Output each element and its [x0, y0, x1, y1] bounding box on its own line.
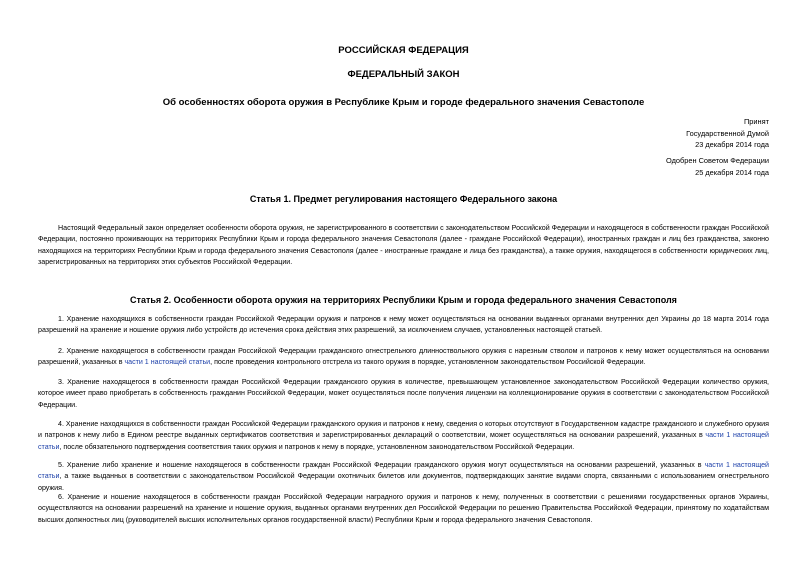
p2-link-part1[interactable]: части 1 настоящей статьи: [124, 358, 211, 367]
law-title: Об особенностях оборота оружия в Республике Крым и городе федерального значения Севастополе: [162, 97, 645, 108]
article2-paragraph-6: 6. Хранение и ношение находящегося в собственности граждан Российской Федерации наградного оружия и патронов к нему, полученных в соответствии с решениями государственных органов Украины, осуществляются на основании разрешений на хранение и ношение оружия, выданных органами внутренних дел Российской Федерации по решению Правительства Российской Федерации, принятому по ходатайствам высших должностных лиц (руководителей высших исполнительных органов государственной власти) Республики Крым и города федерального значения Севастополя.: [38, 493, 769, 524]
p2-text-b: , после проведения контрольного отстрела из такого оружия в порядке, установленном законодательством Российской Федерации.: [210, 358, 646, 367]
p4-link-part1[interactable]: части 1 настоящей статьи: [38, 431, 769, 451]
article1-heading: Статья 1. Предмет регулирования настоящего Федерального закона: [249, 194, 558, 204]
article2-paragraph-2: [38, 346, 769, 369]
p5-text-a: 5. Хранение либо хранение и ношение находящегося в собственности граждан Российской Федерации гражданского оружия могут осуществляться на основании разрешений, указанных в: [58, 461, 705, 469]
country-title: РОССИЙСКАЯ ФЕДЕРАЦИЯ: [338, 45, 469, 56]
p2-text-a: 2. Хранение находящегося в собственности граждан Российской Федерации гражданского огнестрельного длинноствольного оружия с нарезным стволом и патронов к нему может осуществляться на основании разрешений, указанных в: [38, 347, 769, 367]
p4-text-a: 4. Хранение находящихся в собственности граждан Российской Федерации гражданского оружия и патронов к нему, сведения о которых отсутствуют в Государственном кадастре гражданского и служебного оружия и патронов к нему либо в Едином реестре выданных сертификатов соответствия и зарегистрированных деклараций о соответствии, может осуществляться на основании разрешений, указанных в: [38, 420, 769, 440]
article2-paragraph-5: [38, 460, 769, 494]
adoption-by: Государственной Думой: [686, 128, 769, 138]
article2-paragraph-4: [38, 419, 769, 453]
adoption-date: 23 декабря 2014 года: [695, 140, 769, 149]
approval-text: Одобрен Советом Федерации: [666, 156, 769, 165]
p5-link-part1[interactable]: части 1 настоящей статьи: [38, 461, 769, 481]
article1-text: Настоящий Федеральный закон определяет особенности оборота оружия, не зарегистрированного в соответствии с законодательством Российской Федерации и находящегося в собственности граждан Российской Федерации, постоянно проживающих на территориях Республики Крым и города федерального значения Севастополя (далее - граждане Российской Федерации), иностранных граждан и лиц без гражданства, законно находящихся на территориях Республики Крым и города федерального значения Севастополя (далее - иностранные граждане и лица без гражданства), а также оружия, находящегося в собственности юридических лиц, зарегистрированных на территориях этих субъектов Российской Федерации.: [38, 224, 769, 267]
law-type-title: ФЕДЕРАЛЬНЫЙ ЗАКОН: [347, 69, 460, 80]
article2-paragraph-1: 1. Хранение находящихся в собственности граждан Российской Федерации оружия и патронов к нему может осуществляться на основании выданных органами внутренних дел Украины до 18 марта 2014 года разрешений на хранение и ношение оружия либо устройств до истечения срока действия этих разрешений, за исключением случаев, установленных настоящей статьей.: [38, 315, 769, 335]
adoption-block: [686, 116, 769, 151]
p5-text-b: , а также выданных в соответствии с законодательством Российской Федерации охотничьих билетов или документов, подтверждающих занятие видами спорта, связанными с использованием огнестрельного оружия.: [38, 472, 769, 492]
approval-date: 25 декабря 2014 года: [695, 167, 769, 177]
p4-text-b: , после обязательного подтверждения соответствия таких оружия и патронов к нему в порядке, установленном законодательством Российской Федерации.: [59, 442, 575, 451]
article2-paragraph-3: 3. Хранение находящегося в собственности граждан Российской Федерации гражданского оружия в количестве, превышающем установленное законодательством Российской Федерации количество оружия, которое имеет право приобретать в собственность гражданин Российской Федерации, может осуществляться после получения лицензии на коллекционирование оружия в соответствии с законодательством Российской Федерации.: [38, 378, 769, 409]
approval-block: [666, 155, 769, 178]
adoption-accepted: Принят: [743, 117, 769, 126]
article2-heading: Статья 2. Особенности оборота оружия на территориях Республики Крым и города федерального значения Севастополя: [130, 295, 677, 305]
